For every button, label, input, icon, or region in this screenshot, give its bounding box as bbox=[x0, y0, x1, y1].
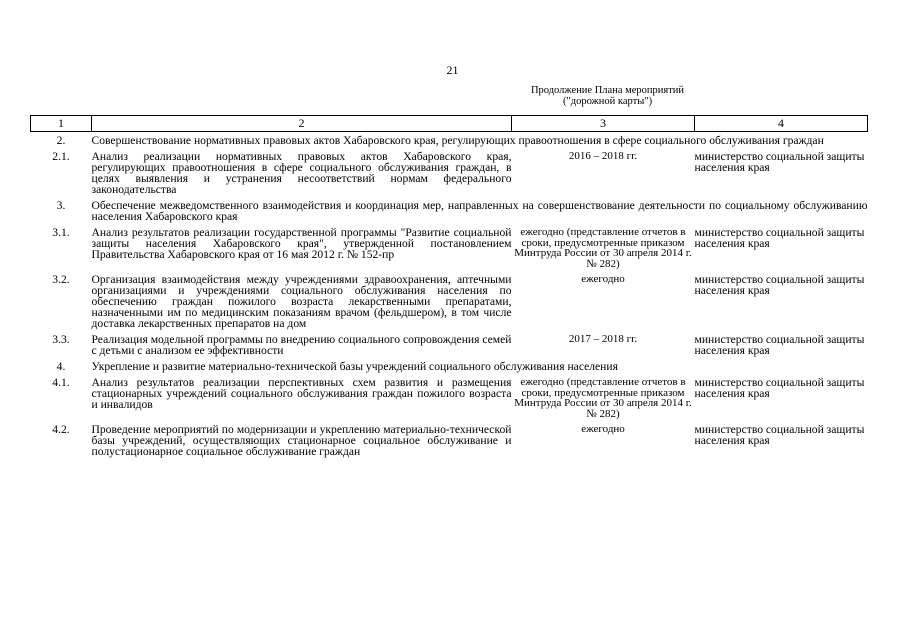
row-number: 4. bbox=[56, 360, 66, 373]
table-row bbox=[31, 269, 868, 329]
measure-term: ежегодно (представление отчетов в сроки, предусмотренные приказом Минтруда России от 30 апреля 2014 г. № 282) bbox=[514, 376, 692, 420]
measure-term: 2017 – 2018 гг. bbox=[568, 333, 638, 345]
row-number: 2. bbox=[56, 134, 66, 147]
row-number: 3. bbox=[56, 199, 66, 212]
section-title: Обеспечение межведомственного взаимодействия и координация мер, направленных на совершенствование деятельности по социальному обслуживанию населения Хабаровского края bbox=[91, 199, 868, 223]
section-title: Совершенствование нормативных правовых актов Хабаровского края, регулирующих правоотношения в сфере социального обслуживания граждан bbox=[91, 134, 824, 147]
measure-text: Анализ реализации нормативных правовых актов Хабаровского края, регулирующих правоотношения в сфере социального обслуживания граждан, в целях выявления и устранения несоответствий нормам федерального законодательства bbox=[91, 150, 512, 196]
measure-responsible: министерство социальной защиты населения края bbox=[694, 376, 865, 400]
table-row bbox=[31, 222, 868, 269]
measure-text: Анализ результатов реализации перспективных схем развития и размещения стационарных учреждений социального обслуживания граждан пожилого возраста и инвалидов bbox=[91, 376, 512, 411]
measure-responsible: министерство социальной защиты населения края bbox=[694, 333, 865, 357]
header-col-3: 3 bbox=[512, 116, 695, 132]
measure-responsible: министерство социальной защиты населения края bbox=[694, 150, 865, 174]
measure-responsible: министерство социальной защиты населения края bbox=[694, 273, 865, 297]
section-row bbox=[31, 356, 868, 372]
measure-term: 2016 – 2018 гг. bbox=[568, 150, 638, 162]
continuation-heading bbox=[505, 85, 710, 107]
page-number: 21 bbox=[446, 63, 459, 77]
row-number: 4.1. bbox=[52, 376, 70, 389]
row-number: 3.3. bbox=[52, 333, 70, 346]
measure-responsible: министерство социальной защиты населения края bbox=[694, 226, 865, 250]
measure-text: Проведение мероприятий по модернизации и укреплению материально-технической базы учреждений, осуществляющих стационарное социальное обслуживание и полустационарное социальное обслуживание граждан bbox=[91, 423, 512, 458]
header-col-1: 1 bbox=[31, 116, 92, 132]
section-row bbox=[31, 132, 868, 147]
table-header-row bbox=[31, 116, 868, 132]
section-row bbox=[31, 195, 868, 222]
measure-text: Организация взаимодействия между учреждениями здравоохранения, аптечными организациями и учреждениями социального обслуживания населения по обеспечению граждан пожилого возраста лекарственными препаратами, назначенными им по медицинским показаниям врачом (фельдшером), в том числе доставка лекарственных препаратов на дом bbox=[91, 273, 512, 330]
table-row bbox=[31, 146, 868, 195]
table-row bbox=[31, 419, 868, 457]
section-title: Укрепление и развитие материально-технической базы учреждений социального обслуживания населения bbox=[91, 360, 618, 373]
row-number: 4.2. bbox=[52, 423, 70, 436]
measure-text: Анализ результатов реализации государственной программы "Развитие социальной защиты населения Хабаровского края", утвержденной постановлением Правительства Хабаровского края от 16 мая 2012 г. № 152-пр bbox=[91, 226, 512, 261]
header-col-2: 2 bbox=[92, 116, 512, 132]
measure-term: ежегодно bbox=[581, 423, 625, 435]
measure-text: Реализация модельной программы по внедрению социального сопровождения семей с детьми с анализом ее эффективности bbox=[91, 333, 512, 357]
plan-table bbox=[30, 115, 868, 457]
table-row bbox=[31, 372, 868, 419]
row-number: 2.1. bbox=[52, 150, 70, 163]
row-number: 3.1. bbox=[52, 226, 70, 239]
table-row bbox=[31, 329, 868, 356]
continuation-line-1: Продолжение Плана мероприятий bbox=[530, 85, 685, 96]
measure-responsible: министерство социальной защиты населения края bbox=[694, 423, 865, 447]
measure-term: ежегодно (представление отчетов в сроки, предусмотренные приказом Минтруда России от 30 апреля 2014 г. № 282) bbox=[514, 226, 692, 270]
measure-term: ежегодно bbox=[581, 273, 625, 285]
row-number: 3.2. bbox=[52, 273, 70, 286]
continuation-line-2: ("дорожной карты") bbox=[562, 96, 653, 107]
header-col-4: 4 bbox=[695, 116, 868, 132]
